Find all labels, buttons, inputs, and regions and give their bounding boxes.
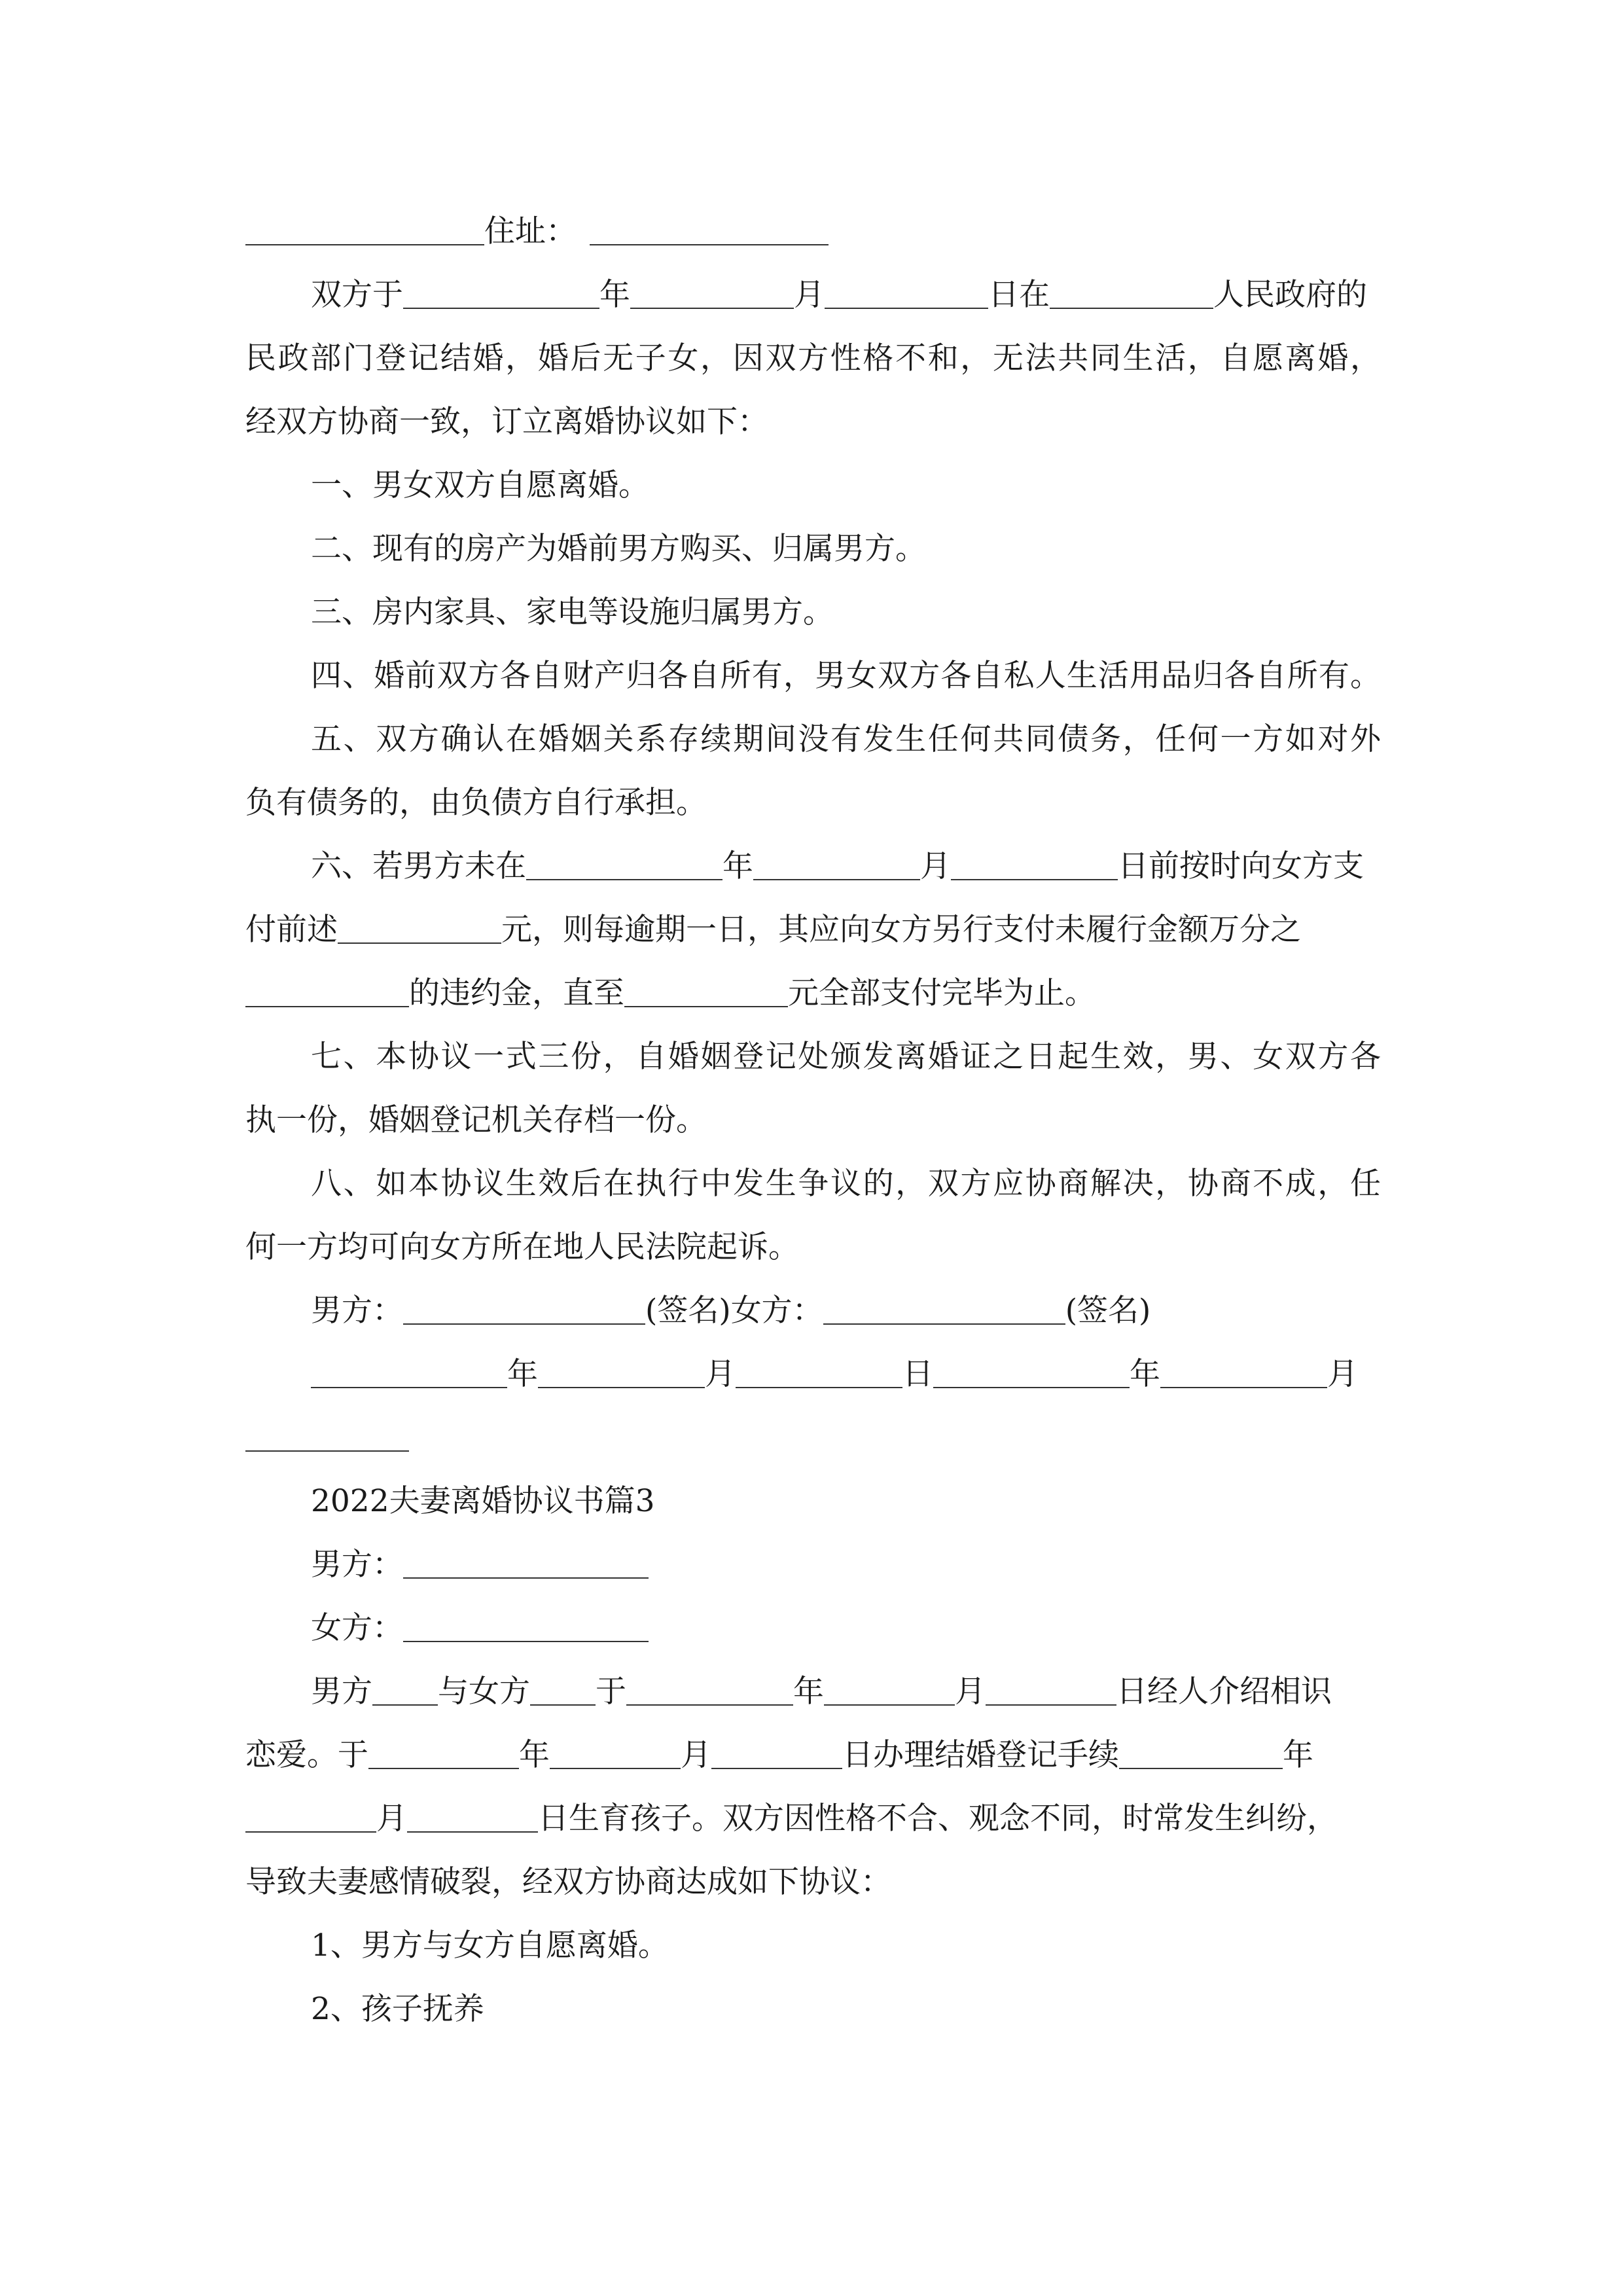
sign-label: (签名) [645, 1293, 731, 1329]
clause-2: 二、现有的房产为婚前男方购买、归属男方。 [311, 531, 926, 567]
year-blank[interactable] [368, 1742, 519, 1769]
clause-8-line-1: 八、如本协议生效后在执行中发生争议的，双方应协商解决，协商不成，任 [311, 1166, 1381, 1202]
intro-text: 人民政府的 [1213, 277, 1367, 313]
month-blank[interactable] [538, 1361, 705, 1388]
section3-line-3 [245, 1787, 1381, 1850]
clause-3: 三、房内家具、家电等设施归属男方。 [311, 594, 834, 630]
female-label: 女方： [311, 1610, 403, 1646]
year-blank[interactable] [311, 1361, 507, 1388]
month-label: 月 [705, 1356, 736, 1392]
clause-5-line-2: 负有债务的，由负债方自行承担。 [245, 785, 707, 821]
clause-8-line-2: 何一方均可向女方所在地人民法院起诉。 [245, 1229, 799, 1265]
intro-text: 双方于 [311, 277, 403, 313]
month-blank[interactable] [1160, 1361, 1327, 1388]
clause-text: 付前述 [245, 912, 338, 948]
year-blank[interactable] [526, 853, 722, 880]
intro-line-2: 民政部门登记结婚，婚后无子女，因双方性格不和，无法共同生活，自愿离婚， [245, 340, 1381, 376]
male-label: 男方： [311, 1293, 403, 1329]
year-blank[interactable] [933, 1361, 1130, 1388]
document-body [245, 200, 1381, 2041]
month-label: 月 [920, 848, 951, 884]
year-label: 年 [793, 1674, 824, 1710]
clause-6-line-1 [245, 834, 1381, 898]
section3-item-2: 2、孩子抚养 [311, 1991, 484, 2027]
signature-line [245, 1279, 1381, 1342]
section3-line-2 [245, 1723, 1381, 1787]
day-blank[interactable] [986, 1678, 1116, 1706]
female-name-blank[interactable] [530, 1678, 596, 1706]
section-text: 与女方 [438, 1674, 530, 1710]
section3-line-1 [245, 1660, 1381, 1723]
clause-text: 元全部支付完毕为止。 [788, 975, 1096, 1011]
year-label: 年 [1283, 1737, 1313, 1773]
month-label: 月 [1327, 1356, 1358, 1392]
section-text: 男方 [311, 1674, 372, 1710]
month-label: 月 [376, 1801, 407, 1837]
address-blank[interactable] [590, 218, 829, 245]
section-text: 日办理结婚登记手续 [842, 1737, 1119, 1773]
male-signature-blank[interactable] [403, 1297, 645, 1325]
clause-6-line-2 [245, 898, 1381, 961]
day-blank[interactable] [407, 1805, 538, 1833]
male-line [245, 1533, 1381, 1596]
section-text: 日生育孩子。双方因性格不合、观念不同，时常发生纠纷， [538, 1801, 1338, 1837]
month-label: 月 [794, 277, 825, 313]
amount-blank[interactable] [624, 980, 788, 1007]
clause-text: 的违约金，直至 [409, 975, 624, 1011]
male-label: 男方： [311, 1547, 403, 1583]
intro-text: 日在 [988, 277, 1050, 313]
clause-text: 日前按时向女方支 [1118, 848, 1364, 884]
signature-date-line [245, 1342, 1381, 1406]
year-label: 年 [1130, 1356, 1160, 1392]
year-blank[interactable] [1119, 1742, 1283, 1769]
day-blank[interactable] [245, 1424, 409, 1452]
female-label: 女方： [730, 1293, 823, 1329]
female-name-blank[interactable] [403, 1615, 649, 1642]
intro-line-3: 经双方协商一致，订立离婚协议如下： [245, 404, 768, 440]
day-label: 日 [902, 1356, 933, 1392]
intro-line-1 [245, 263, 1381, 327]
clause-7-line-2: 执一份，婚姻登记机关存档一份。 [245, 1102, 707, 1138]
signature-date-line-2 [245, 1406, 1381, 1469]
year-label: 年 [507, 1356, 538, 1392]
clause-text: 六、若男方未在 [311, 848, 526, 884]
clause-4: 四、婚前双方各自财产归各自所有，男女双方各自私人生活用品归各自所有。 [311, 658, 1381, 694]
year-label: 年 [722, 848, 753, 884]
month-blank[interactable] [753, 853, 920, 880]
clause-1: 一、男女双方自愿离婚。 [311, 467, 649, 503]
section-text: 日经人介绍相识 [1116, 1674, 1332, 1710]
clause-5-line-1: 五、双方确认在婚姻关系存续期间没有发生任何共同债务，任何一方如对外 [311, 721, 1381, 757]
section3-line-4: 导致夫妻感情破裂，经双方协商达成如下协议： [245, 1864, 891, 1900]
sign-label: (签名) [1065, 1293, 1151, 1329]
female-line [245, 1596, 1381, 1660]
clause-7-line-1: 七、本协议一式三份，自婚姻登记处颁发离婚证之日起生效，男、女双方各 [311, 1039, 1381, 1075]
clause-6-line-3 [245, 961, 1381, 1025]
female-signature-blank[interactable] [823, 1297, 1065, 1325]
blank-field[interactable] [245, 218, 484, 245]
male-name-blank[interactable] [403, 1551, 649, 1579]
government-blank[interactable] [1050, 281, 1213, 309]
month-blank[interactable] [550, 1742, 681, 1769]
clause-text: 元，则每逾期一日，其应向女方另行支付未履行金额万分之 [501, 912, 1301, 948]
month-blank[interactable] [824, 1678, 955, 1706]
address-label: 住址： [484, 213, 577, 249]
month-label: 月 [681, 1737, 711, 1773]
address-line [245, 200, 1381, 263]
section-text: 于 [596, 1674, 626, 1710]
section3-item-1: 1、男方与女方自愿离婚。 [311, 1928, 669, 1964]
year-label: 年 [519, 1737, 550, 1773]
month-label: 月 [955, 1674, 986, 1710]
amount-blank[interactable] [338, 916, 501, 944]
rate-blank[interactable] [245, 980, 409, 1007]
year-blank[interactable] [626, 1678, 793, 1706]
section-heading: 2022夫妻离婚协议书篇3 [311, 1483, 655, 1519]
section-text: 恋爱。于 [245, 1737, 368, 1773]
day-blank[interactable] [711, 1742, 842, 1769]
day-blank[interactable] [951, 853, 1118, 880]
male-name-blank[interactable] [372, 1678, 438, 1706]
month-blank[interactable] [245, 1805, 376, 1833]
year-blank[interactable] [403, 281, 599, 309]
day-blank[interactable] [825, 281, 988, 309]
month-blank[interactable] [630, 281, 794, 309]
day-blank[interactable] [736, 1361, 902, 1388]
year-label: 年 [599, 277, 630, 313]
